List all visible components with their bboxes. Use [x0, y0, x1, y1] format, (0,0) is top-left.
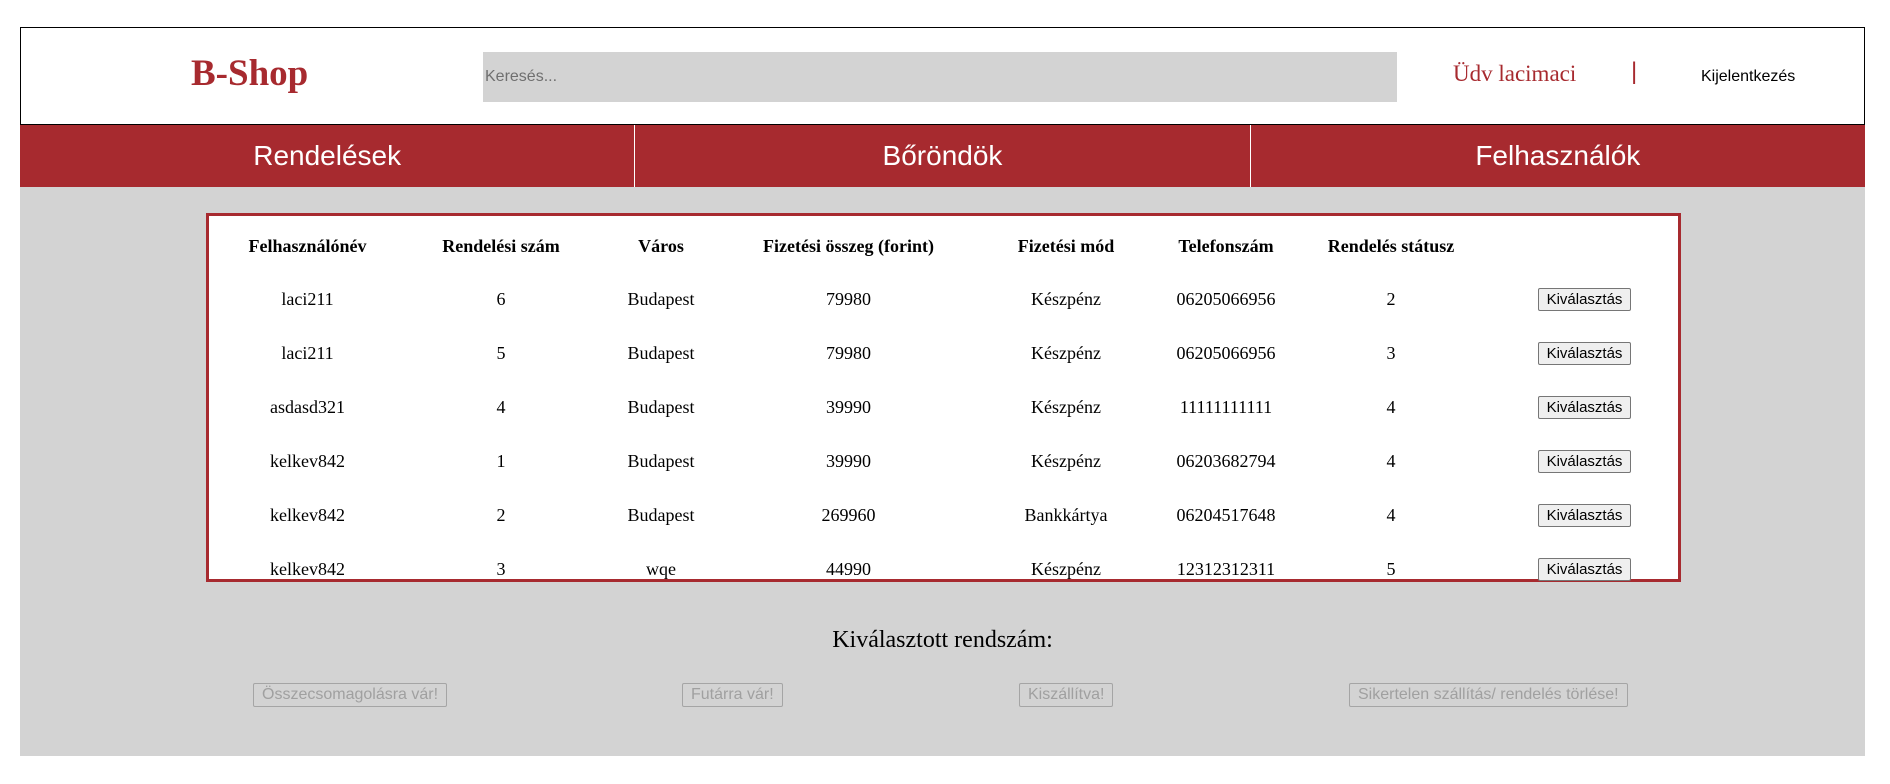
orders-table-container [206, 213, 1681, 582]
select-button[interactable]: Kiválasztás [1538, 396, 1632, 419]
cell-status: 3 [1386, 342, 1396, 363]
table-header-row [209, 216, 1678, 272]
awaiting-packing-button[interactable]: Összecsomagolásra vár! [253, 683, 447, 707]
select-button[interactable]: Kiválasztás [1538, 288, 1632, 311]
cell-phone: 11111111111 [1179, 396, 1273, 417]
orders-table [209, 216, 1678, 596]
cell-city: Budapest [627, 504, 695, 525]
table-row [209, 326, 1678, 380]
cell-status: 5 [1386, 558, 1396, 579]
cell-order-number: 5 [496, 342, 506, 363]
cell-amount: 269960 [821, 504, 876, 525]
cell-amount: 79980 [826, 288, 871, 309]
cell-status: 4 [1386, 504, 1396, 525]
column-header-status: Rendelés státusz [1327, 236, 1455, 256]
cell-city: wqe [646, 558, 676, 579]
cell-city: Budapest [627, 450, 695, 471]
delete-order-button[interactable]: Sikertelen szállítás/ rendelés törlése! [1349, 683, 1628, 707]
table-row [209, 488, 1678, 542]
cell-username: laci211 [281, 288, 334, 309]
cell-phone: 06205066956 [1176, 288, 1276, 309]
cell-username: kelkev842 [270, 504, 345, 525]
cell-amount: 44990 [826, 558, 871, 579]
table-row [209, 380, 1678, 434]
cell-phone: 12312312311 [1176, 558, 1276, 579]
column-header-city: Város [638, 236, 684, 256]
cell-city: Budapest [627, 342, 695, 363]
column-header-payment-method: Fizetési mód [1017, 236, 1115, 256]
logo[interactable]: B-Shop [191, 53, 309, 94]
selected-order-label: Kiválasztott rendszám: [832, 627, 1053, 653]
cell-order-number: 2 [496, 504, 506, 525]
awaiting-courier-button[interactable]: Futárra vár! [682, 683, 783, 707]
select-button[interactable]: Kiválasztás [1538, 504, 1632, 527]
select-button[interactable]: Kiválasztás [1538, 342, 1632, 365]
table-row [209, 272, 1678, 326]
cell-order-number: 6 [496, 288, 506, 309]
page-frame [20, 27, 1865, 756]
column-header-action [1491, 216, 1678, 272]
cell-username: kelkev842 [270, 450, 345, 471]
table-row [209, 434, 1678, 488]
cell-amount: 39990 [826, 396, 871, 417]
cell-order-number: 1 [496, 450, 506, 471]
header-separator: | [1631, 58, 1638, 85]
cell-payment-method: Készpénz [1031, 396, 1101, 417]
cell-payment-method: Bankkártya [1024, 504, 1108, 525]
cell-phone: 06205066956 [1176, 342, 1276, 363]
cell-payment-method: Készpénz [1031, 558, 1101, 579]
cell-payment-method: Készpénz [1031, 342, 1101, 363]
select-button[interactable]: Kiválasztás [1538, 558, 1632, 581]
cell-payment-method: Készpénz [1031, 450, 1101, 471]
logout-link[interactable]: Kijelentkezés [1701, 68, 1796, 85]
nav-item-orders[interactable]: Rendelések [253, 140, 402, 171]
cell-city: Budapest [627, 288, 695, 309]
cell-status: 4 [1386, 450, 1396, 471]
table-row [209, 542, 1678, 596]
header [20, 27, 1865, 125]
cell-payment-method: Készpénz [1031, 288, 1101, 309]
cell-amount: 79980 [826, 342, 871, 363]
column-header-phone: Telefonszám [1178, 236, 1274, 256]
cell-order-number: 4 [496, 396, 506, 417]
select-button[interactable]: Kiválasztás [1538, 450, 1632, 473]
cell-phone: 06204517648 [1176, 504, 1276, 525]
cell-city: Budapest [627, 396, 695, 417]
user-greeting: Üdv lacimaci [1453, 61, 1577, 86]
cell-phone: 06203682794 [1176, 450, 1276, 471]
column-header-order-number: Rendelési szám [442, 236, 560, 256]
search-input[interactable] [483, 52, 1397, 102]
cell-username: asdasd321 [270, 396, 345, 417]
nav-item-suitcases[interactable]: Bőröndök [634, 125, 1249, 187]
cell-status: 2 [1386, 288, 1396, 309]
cell-username: kelkev842 [270, 558, 345, 579]
cell-username: laci211 [281, 342, 334, 363]
delivered-button[interactable]: Kiszállítva! [1019, 683, 1113, 707]
cell-amount: 39990 [826, 450, 871, 471]
cell-status: 4 [1386, 396, 1396, 417]
column-header-username: Felhasználónév [248, 236, 367, 256]
nav-item-users[interactable]: Felhasználók [1250, 125, 1865, 187]
main-nav [20, 125, 1865, 187]
cell-order-number: 3 [496, 558, 506, 579]
column-header-amount: Fizetési összeg (forint) [763, 236, 934, 256]
